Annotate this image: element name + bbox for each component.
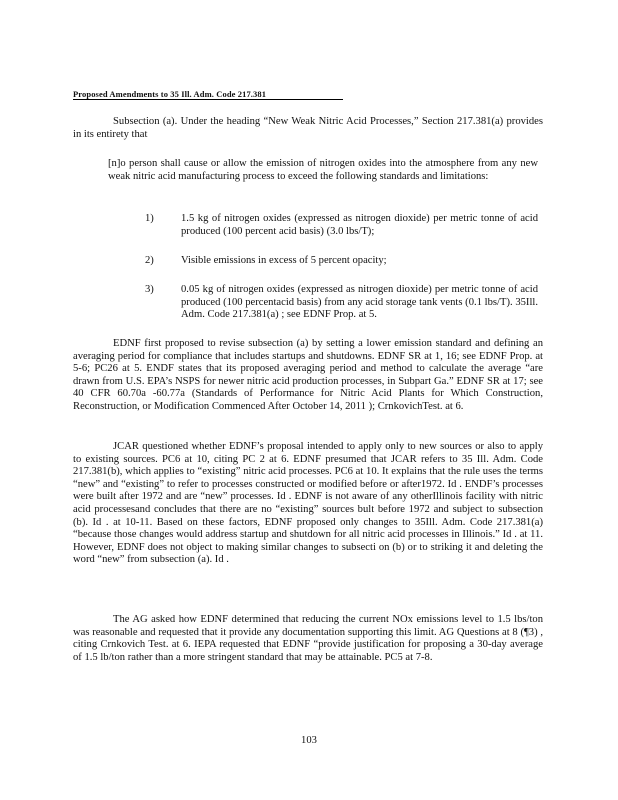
list-item-1 (108, 213, 538, 253)
paragraph-ednf-proposal: EDNF first proposed to revise subsection (a) by setting a lower emission standard and defining an averaging period for compliance that includes startups and shutdowns. EDNF SR at 1, 16; see EDNF Prop. at 5-6; PC26 at 5. ENDF states that its proposed averaging period and method to calculate the average “are drawn from U.S. EPA’s NSPS for newer nitric acid production processes, in Subpart Ga.” EDNF SR at 17; see 40 CFR 60.70a -60.77a (Standards of Performance for Nitric Acid Plants for Which Construction, Reconstruction, or Modification Commenced After October 14, 2011 ); CrnkovichTest. at 6. (73, 338, 543, 412)
list-number: 1) (145, 213, 154, 224)
paragraph-ag-question: The AG asked how EDNF determined that reducing the current NOx emissions level to 1.5 lbs/ton was reasonable and requested that it provide any documentation supporting this limit. AG Questions at 8 (¶3) , citing Crnkovich Test. at 6. IEPA requested that EDNF “provide justification for proposing a 30-day average of 1.5 lb/ton rather than a more stringent standard that may be attainable. PC5 at 7-8. (73, 614, 543, 663)
running-header: Proposed Amendments to 35 Ill. Adm. Code 217.381 (73, 89, 267, 99)
list-text: 1.5 kg of nitrogen oxides (expressed as nitrogen dioxide) per metric tonne of acid produced (100 percent acid basis) (3.0 lbs/T); (181, 213, 538, 237)
list-text: Visible emissions in excess of 5 percent opacity; (181, 255, 387, 266)
paragraph-subsection-a: Subsection (a). Under the heading “New Weak Nitric Acid Processes,” Section 217.381(a) provides in its entirety that (73, 116, 543, 140)
page-number: 103 (301, 735, 317, 746)
list-number: 3) (145, 284, 154, 295)
list-text: 0.05 kg of nitrogen oxides (expressed as nitrogen dioxide) per metric tonne of acid produced (100 percentacid basis) from any acid storage tank vents (0.1 lbs/T). 35Ill. Adm. Code 217.381(a) ; see EDNF Prop. at 5. (181, 284, 538, 321)
list-number: 2) (145, 255, 154, 266)
paragraph-jcar-question: JCAR questioned whether EDNF’s proposal intended to apply only to new sources or also to apply to existing sources. PC6 at 10, citing PC 2 at 6. EDNF presumed that JCAR refers to 35 Ill. Adm. Code 217.381(b), which applies to “existing” nitric acid processes. PC6 at 10. It explains that the rule uses the terms “new” and “existing” to refer to processes constructed or modified before or after1972. Id . ENDF’s processes were built after 1972 and are “new” processes. Id . EDNF is not aware of any otherIllinois facility with nitric acid processesand concludes that there are no “existing” sources bult before 1972 and subject to subsection (b). Id . at 10-11. Based on these factors, EDNF proposed only changes to 35Ill. Adm. Code 217.381(a) “because those changes would address startup and shutdown for all nitric acid processes in Illinois.” Id . at 11. However, EDNF does not object to making similar changes to subsecti on (b) or to striking it and deleting the word “new” from subsection (a). Id . (73, 441, 543, 566)
block-quote-intro: [n]o person shall cause or allow the emission of nitrogen oxides into the atmosphere from any new weak nitric acid manufacturing process to exceed the following standards and limitations: (108, 158, 538, 182)
header-underline (73, 99, 343, 100)
list-item-3 (108, 284, 538, 324)
list-item-2 (108, 255, 538, 271)
